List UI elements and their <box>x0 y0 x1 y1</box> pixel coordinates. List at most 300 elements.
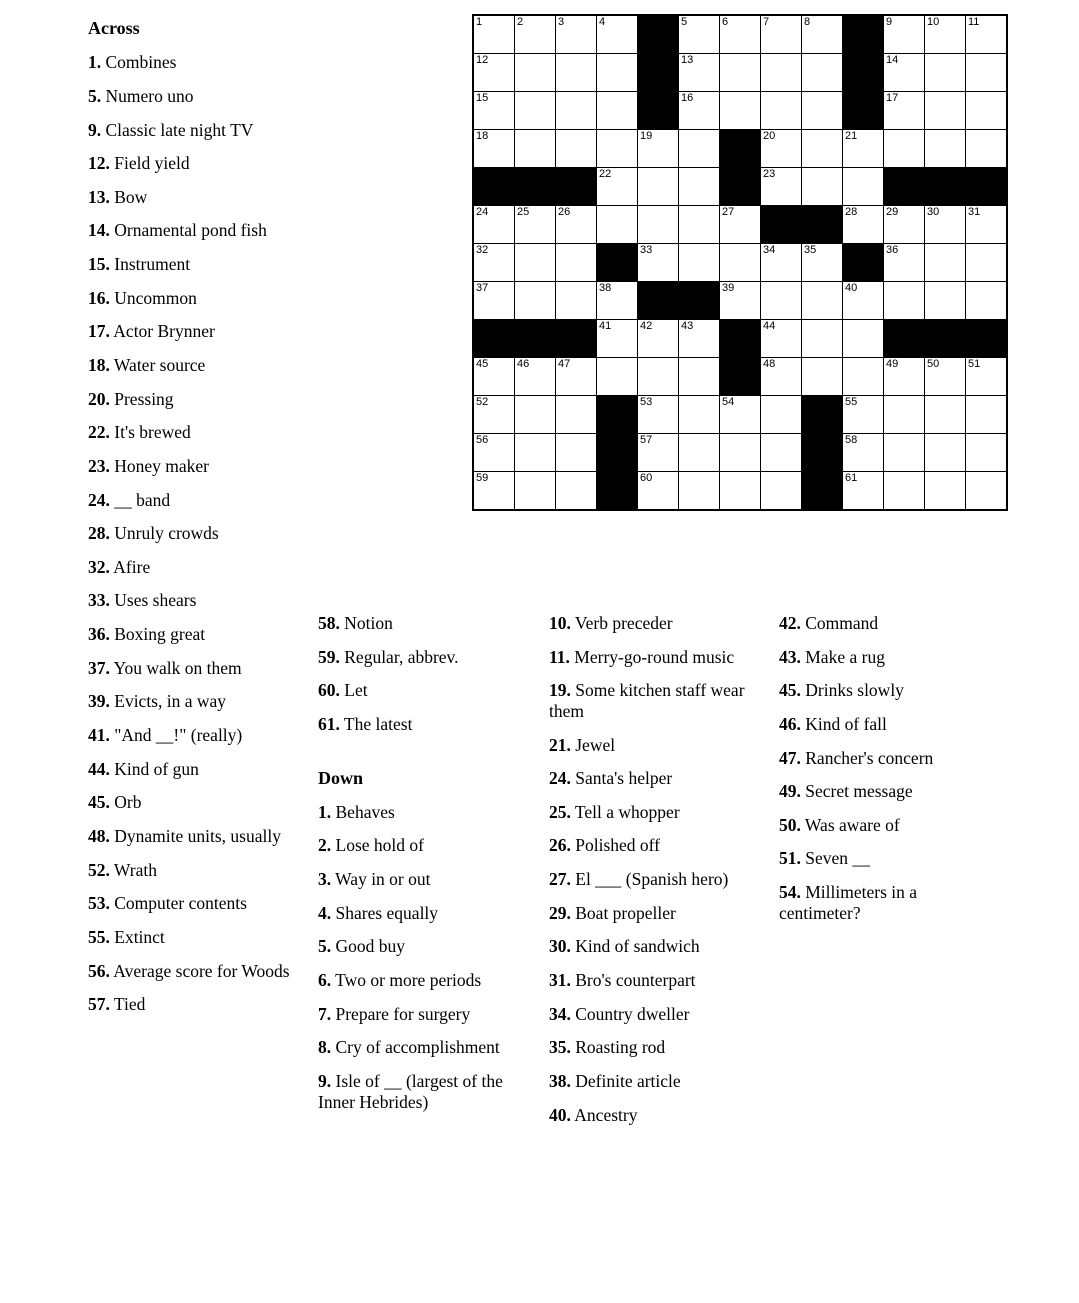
clue-text: Lose hold of <box>331 835 424 856</box>
crossword-cell-number: 19 <box>640 130 653 142</box>
crossword-cell[interactable] <box>638 434 679 472</box>
crossword-cell-number: 4 <box>599 16 606 28</box>
crossword-cell-number: 26 <box>558 206 571 218</box>
crossword-cell-number: 58 <box>845 434 858 446</box>
crossword-cell[interactable] <box>884 472 925 511</box>
crossword-cell-number: 27 <box>722 206 735 218</box>
clue-item <box>549 1037 767 1058</box>
clue-text: Bow <box>109 186 148 207</box>
crossword-cell[interactable] <box>556 282 597 320</box>
clue-number: 32. <box>88 556 110 577</box>
clue-number: 36. <box>88 624 110 645</box>
crossword-cell-number: 46 <box>517 358 530 370</box>
clue-number: 50. <box>779 814 801 835</box>
clue-text: Seven __ <box>800 848 870 869</box>
crossword-row <box>473 434 1007 472</box>
crossword-cell[interactable] <box>473 396 515 434</box>
crossword-cell[interactable] <box>925 472 966 511</box>
crossword-block-cell <box>720 168 761 206</box>
crossword-cell-number: 21 <box>845 130 858 142</box>
crossword-block-cell <box>843 92 884 130</box>
crossword-cell-number: 35 <box>804 244 817 256</box>
crossword-cell[interactable] <box>925 244 966 282</box>
clue-number: 1. <box>318 801 332 822</box>
crossword-cell[interactable] <box>597 54 638 92</box>
clue-text: Orb <box>109 792 142 813</box>
crossword-cell[interactable] <box>638 130 679 168</box>
crossword-cell[interactable] <box>761 320 802 358</box>
crossword-cell[interactable] <box>556 130 597 168</box>
crossword-cell-number: 18 <box>476 130 489 142</box>
crossword-cell[interactable] <box>679 168 720 206</box>
crossword-cell[interactable] <box>597 282 638 320</box>
crossword-cell[interactable] <box>556 206 597 244</box>
crossword-cell-number: 49 <box>886 358 899 370</box>
crossword-cell[interactable] <box>843 206 884 244</box>
crossword-cell[interactable] <box>925 130 966 168</box>
clue-text: Let <box>339 680 368 701</box>
crossword-block-cell <box>884 320 925 358</box>
crossword-cell[interactable] <box>761 244 802 282</box>
crossword-cell[interactable] <box>966 282 1008 320</box>
crossword-cell[interactable] <box>679 15 720 54</box>
crossword-block-cell <box>925 320 966 358</box>
crossword-cell[interactable] <box>720 244 761 282</box>
clue-text: Rancher's concern <box>800 747 934 768</box>
clue-number: 34. <box>549 1003 571 1024</box>
crossword-cell[interactable] <box>473 434 515 472</box>
clue-number: 9. <box>318 1070 332 1091</box>
column-spacer <box>318 748 523 768</box>
crossword-cell[interactable] <box>679 434 720 472</box>
clue-text: Way in or out <box>331 869 431 890</box>
crossword-cell-number: 14 <box>886 54 899 66</box>
crossword-cell[interactable] <box>802 168 843 206</box>
crossword-cell[interactable] <box>802 282 843 320</box>
clue-number: 8. <box>318 1037 332 1058</box>
clue-number: 43. <box>779 646 801 667</box>
crossword-cell[interactable] <box>515 472 556 511</box>
clue-item <box>88 927 313 948</box>
clue-text: Boxing great <box>109 624 206 645</box>
crossword-cell[interactable] <box>925 206 966 244</box>
crossword-cell[interactable] <box>966 434 1008 472</box>
crossword-cell[interactable] <box>802 92 843 130</box>
clue-text: "And __!" (really) <box>109 725 243 746</box>
clue-text: Some kitchen staff wear them <box>549 680 745 721</box>
crossword-row <box>473 92 1007 130</box>
crossword-cell[interactable] <box>925 282 966 320</box>
crossword-cell[interactable] <box>925 434 966 472</box>
crossword-cell[interactable] <box>720 15 761 54</box>
down-clue-list-1 <box>318 802 523 1112</box>
down-clue-list-3 <box>779 613 994 923</box>
crossword-block-cell <box>720 320 761 358</box>
crossword-cell[interactable] <box>925 15 966 54</box>
crossword-cell[interactable] <box>720 434 761 472</box>
crossword-cell[interactable] <box>925 92 966 130</box>
crossword-cell-number: 9 <box>886 16 893 28</box>
clue-text: El ___ (Spanish hero) <box>570 869 729 890</box>
crossword-cell[interactable] <box>884 434 925 472</box>
crossword-block-cell <box>597 244 638 282</box>
crossword-cell[interactable] <box>966 244 1008 282</box>
clue-text: Kind of fall <box>800 713 887 734</box>
clue-item <box>779 815 994 836</box>
crossword-cell-number: 8 <box>804 16 811 28</box>
crossword-cell-number: 22 <box>599 168 612 180</box>
crossword-cell[interactable] <box>679 358 720 396</box>
clue-number: 24. <box>549 768 571 789</box>
clue-number: 53. <box>88 893 110 914</box>
crossword-cell[interactable] <box>556 15 597 54</box>
crossword-cell-number: 47 <box>558 358 571 370</box>
crossword-cell-number: 16 <box>681 92 694 104</box>
clue-text: Uncommon <box>109 287 197 308</box>
crossword-cell[interactable] <box>802 244 843 282</box>
clue-number: 1. <box>88 52 102 73</box>
clue-number: 16. <box>88 287 110 308</box>
crossword-block-cell <box>597 472 638 511</box>
clue-text: Good buy <box>331 936 406 957</box>
crossword-cell[interactable] <box>720 282 761 320</box>
crossword-cell[interactable] <box>802 54 843 92</box>
crossword-cell[interactable] <box>843 358 884 396</box>
crossword-cell[interactable] <box>679 244 720 282</box>
crossword-cell-number: 56 <box>476 434 489 446</box>
crossword-cell[interactable] <box>515 92 556 130</box>
crossword-block-cell <box>556 168 597 206</box>
clue-text: Afire <box>109 556 151 577</box>
crossword-cell[interactable] <box>720 396 761 434</box>
crossword-block-cell <box>843 244 884 282</box>
clue-number: 26. <box>549 835 571 856</box>
clue-text: Cry of accomplishment <box>331 1037 500 1058</box>
clue-text: Kind of sandwich <box>570 936 700 957</box>
clue-item <box>88 422 313 443</box>
crossword-cell[interactable] <box>761 358 802 396</box>
crossword-cell-number: 24 <box>476 206 489 218</box>
crossword-cell-number: 6 <box>722 16 729 28</box>
crossword-cell[interactable] <box>556 472 597 511</box>
crossword-cell[interactable] <box>679 54 720 92</box>
clue-number: 5. <box>318 936 332 957</box>
crossword-block-cell <box>802 396 843 434</box>
clue-number: 42. <box>779 613 801 633</box>
clue-item <box>88 86 313 107</box>
crossword-cell-number: 28 <box>845 206 858 218</box>
clue-text: Definite article <box>570 1070 681 1091</box>
crossword-cell[interactable] <box>515 15 556 54</box>
crossword-cell[interactable] <box>843 320 884 358</box>
clue-text: Instrument <box>109 254 191 275</box>
clue-number: 55. <box>88 926 110 947</box>
clue-number: 11. <box>549 646 570 667</box>
crossword-cell[interactable] <box>884 92 925 130</box>
clue-text: Kind of gun <box>109 758 199 779</box>
crossword-cell[interactable] <box>966 396 1008 434</box>
crossword-cell-number: 43 <box>681 320 694 332</box>
crossword-table[interactable] <box>472 14 1008 511</box>
crossword-cell[interactable] <box>843 396 884 434</box>
crossword-cell[interactable] <box>720 472 761 511</box>
clue-number: 21. <box>549 734 571 755</box>
clue-number: 44. <box>88 758 110 779</box>
clue-item <box>88 52 313 73</box>
crossword-cell[interactable] <box>761 15 802 54</box>
clue-text: Boat propeller <box>570 902 676 923</box>
crossword-cell[interactable] <box>843 434 884 472</box>
clue-number: 5. <box>88 85 102 106</box>
crossword-cell[interactable] <box>966 358 1008 396</box>
crossword-cell[interactable] <box>925 358 966 396</box>
clue-text: Two or more periods <box>331 970 482 990</box>
clue-item <box>779 748 994 769</box>
crossword-cell[interactable] <box>966 15 1008 54</box>
clue-number: 7. <box>318 1003 332 1024</box>
crossword-cell-number: 57 <box>640 434 653 446</box>
crossword-cell[interactable] <box>515 282 556 320</box>
clue-text: Evicts, in a way <box>109 691 227 712</box>
crossword-cell[interactable] <box>720 54 761 92</box>
crossword-cell[interactable] <box>597 168 638 206</box>
crossword-cell[interactable] <box>515 358 556 396</box>
crossword-cell[interactable] <box>679 130 720 168</box>
clue-item <box>88 254 313 275</box>
crossword-cell[interactable] <box>515 244 556 282</box>
crossword-cell[interactable] <box>597 15 638 54</box>
clue-number: 2. <box>318 835 332 856</box>
clue-text: Drinks slowly <box>800 680 904 701</box>
clue-number: 17. <box>88 321 110 342</box>
crossword-cell[interactable] <box>679 92 720 130</box>
crossword-cell[interactable] <box>843 282 884 320</box>
clue-text: Ornamental pond fish <box>109 220 267 241</box>
crossword-cell[interactable] <box>638 320 679 358</box>
crossword-cell-number: 42 <box>640 320 653 332</box>
crossword-cell-number: 25 <box>517 206 530 218</box>
clue-item <box>549 1004 767 1025</box>
crossword-cell[interactable] <box>884 130 925 168</box>
crossword-cell[interactable] <box>884 396 925 434</box>
clue-item <box>549 936 767 957</box>
crossword-cell[interactable] <box>556 434 597 472</box>
clue-number: 31. <box>549 970 571 991</box>
crossword-cell[interactable] <box>761 282 802 320</box>
clue-item <box>88 321 313 342</box>
crossword-cell[interactable] <box>638 244 679 282</box>
clue-number: 12. <box>88 153 110 174</box>
crossword-grid[interactable] <box>472 14 1008 511</box>
crossword-cell[interactable] <box>925 54 966 92</box>
crossword-cell-number: 32 <box>476 244 489 256</box>
clue-number: 3. <box>318 869 332 890</box>
clue-item <box>88 624 313 645</box>
clue-text: Ancestry <box>570 1104 638 1125</box>
crossword-cell[interactable] <box>473 282 515 320</box>
crossword-cell[interactable] <box>638 358 679 396</box>
clue-number: 6. <box>318 970 332 990</box>
crossword-cell[interactable] <box>679 320 720 358</box>
clue-item <box>318 680 523 701</box>
clue-item <box>549 1071 767 1092</box>
crossword-cell-number: 17 <box>886 92 899 104</box>
crossword-cell[interactable] <box>761 92 802 130</box>
crossword-cell-number: 10 <box>927 16 940 28</box>
crossword-cell[interactable] <box>966 130 1008 168</box>
clue-number: 48. <box>88 825 110 846</box>
clue-item <box>88 523 313 544</box>
crossword-block-cell <box>597 396 638 434</box>
crossword-row <box>473 130 1007 168</box>
crossword-cell[interactable] <box>966 54 1008 92</box>
crossword-cell[interactable] <box>843 130 884 168</box>
crossword-cell[interactable] <box>473 54 515 92</box>
clue-item <box>88 557 313 578</box>
clue-text: Behaves <box>331 801 395 822</box>
clue-text: Shares equally <box>331 902 439 923</box>
clue-number: 4. <box>318 902 332 923</box>
clue-item <box>88 759 313 780</box>
crossword-cell-number: 41 <box>599 320 612 332</box>
crossword-cell[interactable] <box>884 54 925 92</box>
clue-item <box>779 781 994 802</box>
clue-number: 45. <box>88 792 110 813</box>
crossword-block-cell <box>638 282 679 320</box>
crossword-cell[interactable] <box>473 472 515 511</box>
crossword-cell[interactable] <box>556 396 597 434</box>
crossword-cell[interactable] <box>638 396 679 434</box>
crossword-cell[interactable] <box>515 396 556 434</box>
crossword-cell[interactable] <box>597 358 638 396</box>
crossword-cell[interactable] <box>884 358 925 396</box>
crossword-cell[interactable] <box>843 168 884 206</box>
crossword-cell[interactable] <box>679 206 720 244</box>
crossword-cell[interactable] <box>597 206 638 244</box>
crossword-cell[interactable] <box>925 396 966 434</box>
across-clue-list-1 <box>88 52 313 1015</box>
crossword-cell[interactable] <box>966 206 1008 244</box>
clue-number: 33. <box>88 590 110 611</box>
clue-text: Average score for Woods <box>109 960 290 981</box>
crossword-cell[interactable] <box>556 92 597 130</box>
crossword-cell[interactable] <box>473 130 515 168</box>
crossword-cell[interactable] <box>597 92 638 130</box>
crossword-cell[interactable] <box>802 320 843 358</box>
crossword-cell-number: 55 <box>845 396 858 408</box>
crossword-cell[interactable] <box>843 472 884 511</box>
crossword-block-cell <box>843 54 884 92</box>
crossword-cell[interactable] <box>473 358 515 396</box>
crossword-cell[interactable] <box>515 206 556 244</box>
clue-number: 39. <box>88 691 110 712</box>
crossword-cell-number: 60 <box>640 472 653 484</box>
clue-item <box>549 613 767 634</box>
crossword-cell-number: 59 <box>476 472 489 484</box>
crossword-cell[interactable] <box>884 282 925 320</box>
crossword-cell[interactable] <box>473 15 515 54</box>
crossword-cell[interactable] <box>515 434 556 472</box>
crossword-block-cell <box>597 434 638 472</box>
clue-item <box>88 120 313 141</box>
clue-number: 46. <box>779 713 801 734</box>
crossword-cell[interactable] <box>638 206 679 244</box>
clue-item <box>549 970 767 991</box>
crossword-cell[interactable] <box>515 130 556 168</box>
crossword-cell[interactable] <box>679 472 720 511</box>
clue-text: Tied <box>109 994 146 1015</box>
clue-item <box>318 970 523 991</box>
down-clue-list-2 <box>549 613 767 1125</box>
crossword-cell[interactable] <box>556 244 597 282</box>
across-clue-list-2 <box>318 613 523 735</box>
clue-text: Millimeters in a centimeter? <box>779 882 918 923</box>
crossword-cell[interactable] <box>679 396 720 434</box>
crossword-cell[interactable] <box>761 396 802 434</box>
crossword-cell[interactable] <box>884 15 925 54</box>
crossword-cell[interactable] <box>884 244 925 282</box>
clues-column-2 <box>318 613 523 1125</box>
clue-text: Make a rug <box>800 646 885 667</box>
clue-number: 22. <box>88 422 110 443</box>
crossword-cell[interactable] <box>761 472 802 511</box>
crossword-cell[interactable] <box>884 206 925 244</box>
clue-text: The latest <box>339 713 413 734</box>
crossword-cell[interactable] <box>802 130 843 168</box>
crossword-cell[interactable] <box>473 244 515 282</box>
crossword-block-cell <box>473 320 515 358</box>
crossword-cell[interactable] <box>515 54 556 92</box>
crossword-cell[interactable] <box>720 92 761 130</box>
crossword-row <box>473 358 1007 396</box>
crossword-cell[interactable] <box>556 54 597 92</box>
clue-text: Was aware of <box>800 814 900 835</box>
clue-item <box>88 994 313 1015</box>
clue-number: 59. <box>318 646 340 667</box>
clue-item <box>88 725 313 746</box>
crossword-cell[interactable] <box>802 15 843 54</box>
crossword-cell[interactable] <box>638 472 679 511</box>
crossword-cell[interactable] <box>761 434 802 472</box>
crossword-cell[interactable] <box>473 206 515 244</box>
crossword-cell[interactable] <box>556 358 597 396</box>
clue-text: Extinct <box>109 926 165 947</box>
crossword-block-cell <box>679 282 720 320</box>
crossword-cell[interactable] <box>802 358 843 396</box>
crossword-cell[interactable] <box>761 130 802 168</box>
clue-text: Secret message <box>800 781 913 802</box>
crossword-cell[interactable] <box>473 92 515 130</box>
clue-text: Computer contents <box>109 893 247 914</box>
crossword-block-cell <box>843 15 884 54</box>
crossword-cell-number: 12 <box>476 54 489 66</box>
crossword-cell[interactable] <box>966 92 1008 130</box>
clue-text: Roasting rod <box>570 1037 666 1058</box>
crossword-cell[interactable] <box>597 130 638 168</box>
crossword-cell[interactable] <box>966 472 1008 511</box>
crossword-cell[interactable] <box>720 206 761 244</box>
crossword-cell[interactable] <box>597 320 638 358</box>
crossword-block-cell <box>802 434 843 472</box>
across-clues-column-1 <box>88 18 313 1028</box>
crossword-cell[interactable] <box>761 54 802 92</box>
clue-number: 45. <box>779 680 801 701</box>
clue-item <box>88 860 313 881</box>
crossword-cell-number: 40 <box>845 282 858 294</box>
crossword-cell[interactable] <box>638 168 679 206</box>
crossword-cell[interactable] <box>761 168 802 206</box>
crossword-row <box>473 15 1007 54</box>
